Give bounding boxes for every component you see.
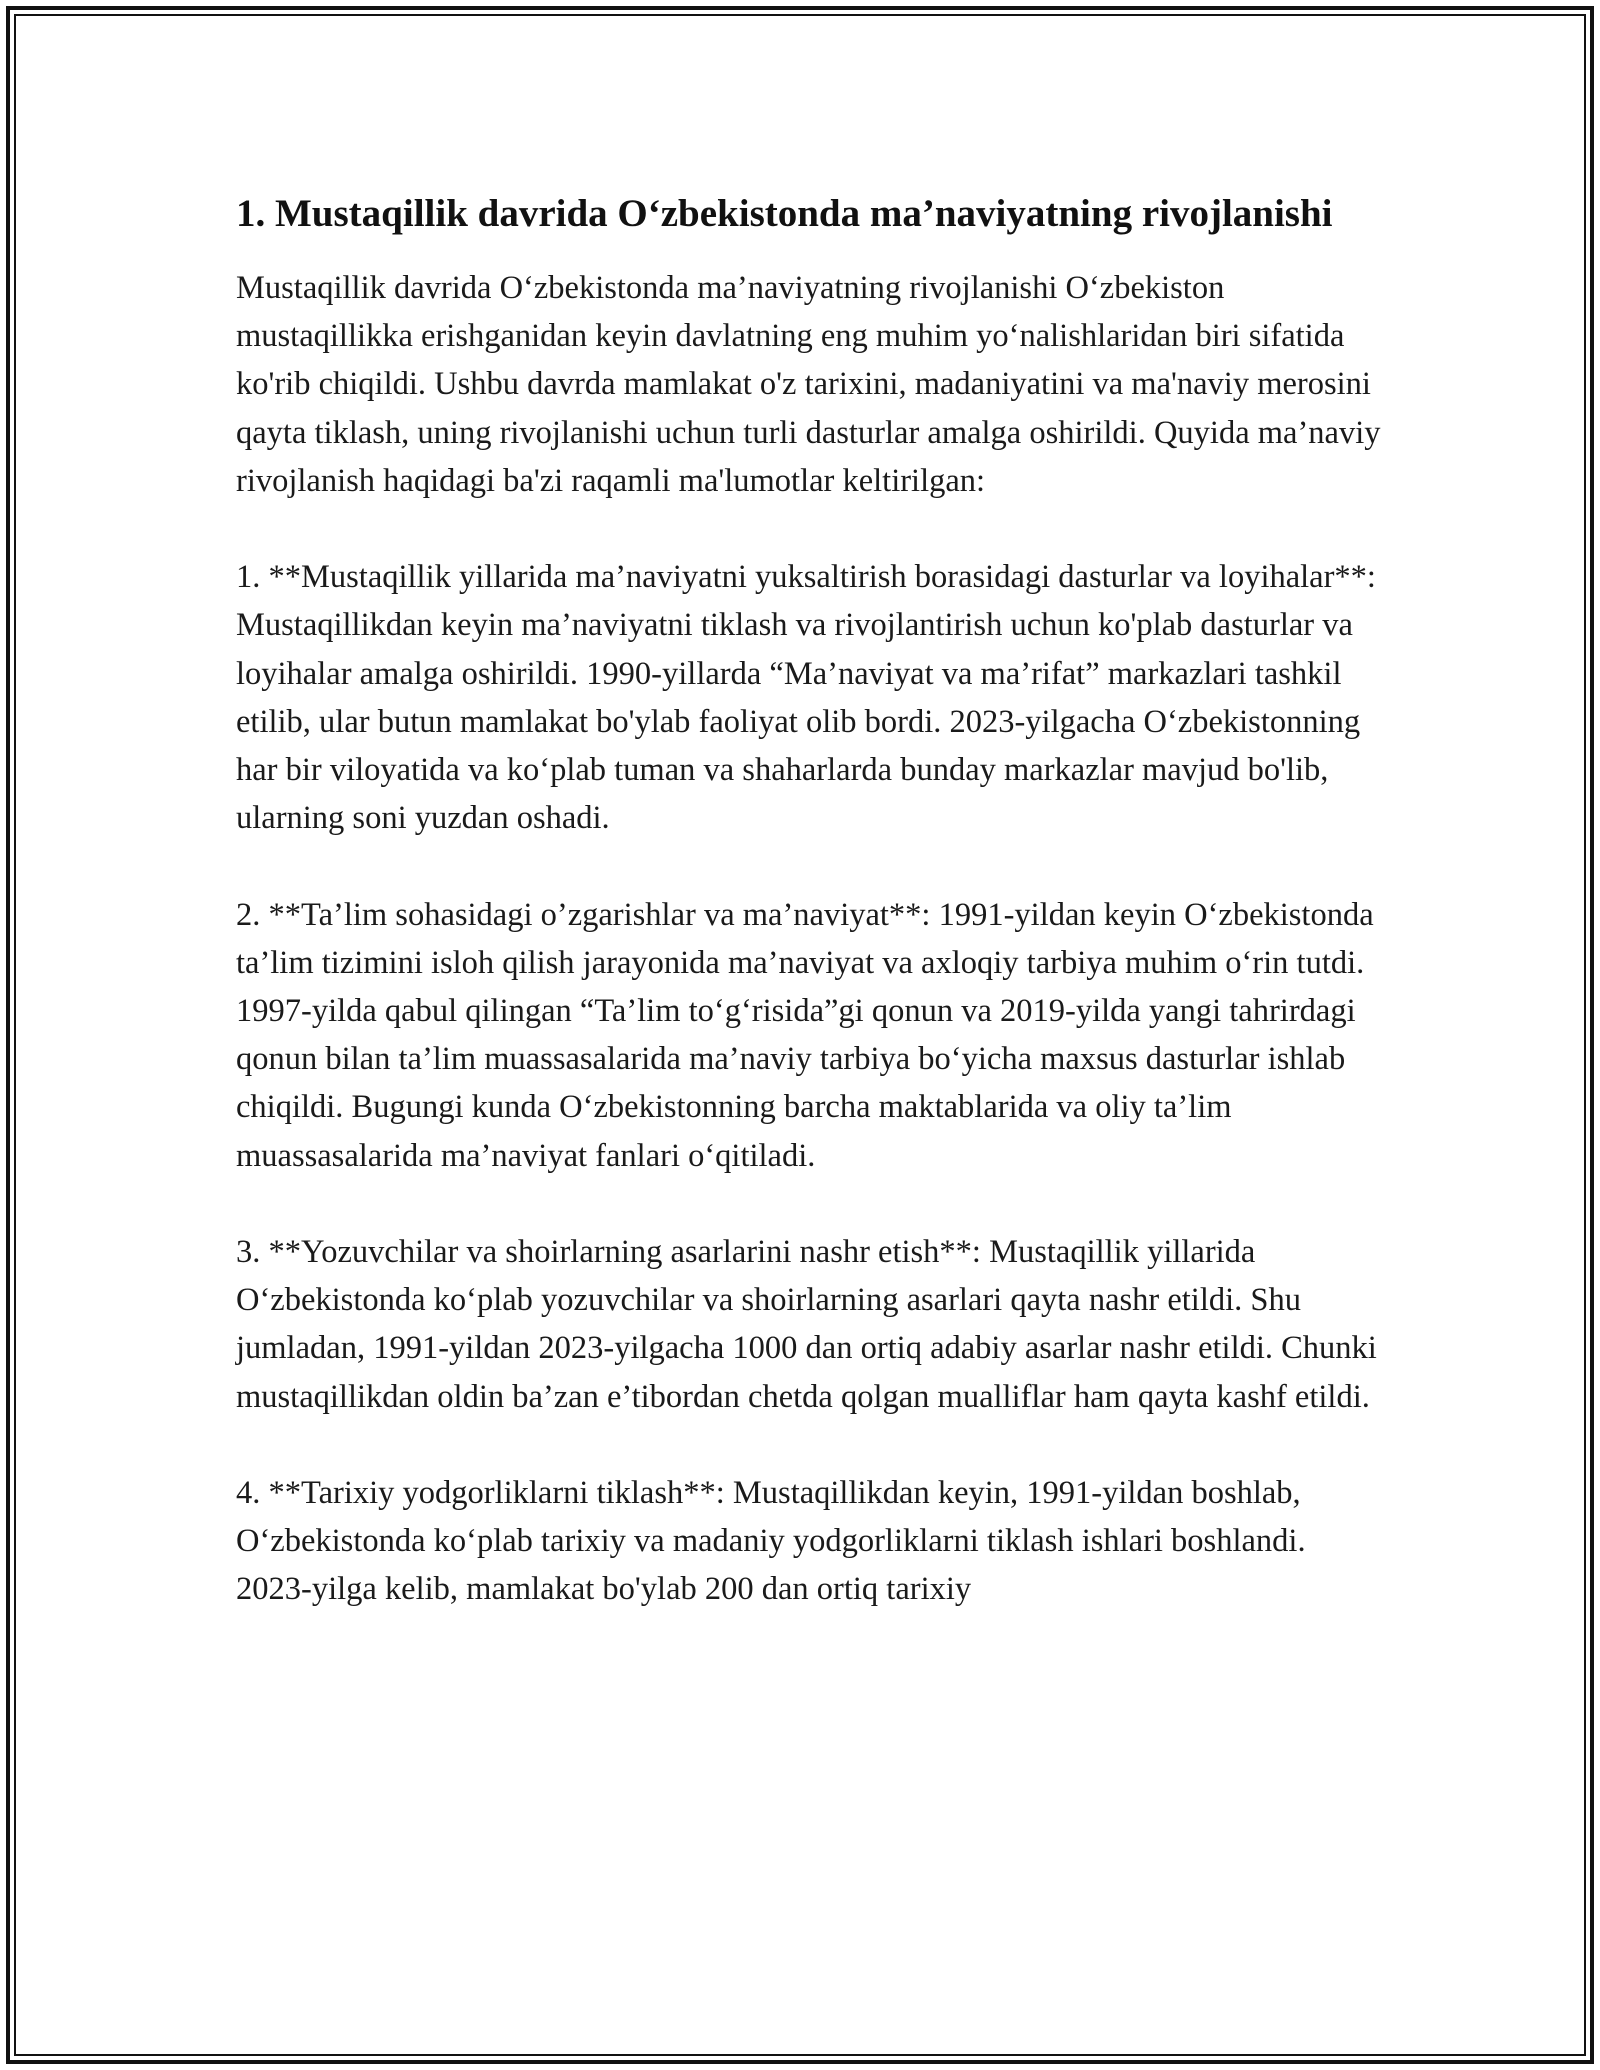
- list-item-3: 3. **Yozuvchilar va shoirlarning asarlarini nashr etish**: Mustaqillik yillarida O‘zbekistonda ko‘plab yozuvchilar va shoirlarning asarlari qayta nashr etildi. Shu jumladan, 1991-yildan 2023-yilgacha 1000 dan ortiq adabiy asarlar nashr etildi. Chunki mustaqillikdan oldin ba’zan e’tibordan chetda qolgan mualliflar ham qayta kashf etildi.: [236, 1234, 1377, 1415]
- list-item-4: 4. **Tarixiy yodgorliklarni tiklash**: Mustaqillikdan keyin, 1991-yildan boshlab, O‘zbekistonda ko‘plab tarixiy va madaniy yodgorliklarni tiklash ishlari boshlandi. 2023-yilga kelib, mamlakat bo'ylab 200 dan ortiq tarixiy: [236, 1475, 1306, 1608]
- document-body: [236, 186, 1386, 1614]
- intro-paragraph: Mustaqillik davrida O‘zbekistonda ma’naviyatning rivojlanishi O‘zbekiston mustaqillikka erishganidan keyin davlatning eng muhim yo‘nalishlaridan biri sifatida ko'rib chiqildi. Ushbu davrda mamlakat o'z tarixini, madaniyatini va ma'naviy merosini qayta tiklash, uning rivojlanishi uchun turli dasturlar amalga oshirildi. Quyida ma’naviy rivojlanish haqidagi ba'zi raqamli ma'lumotlar keltirilgan:: [236, 270, 1381, 499]
- section-heading: 1. Mustaqillik davrida O‘zbekistonda ma’naviyatning rivojlanishi: [236, 192, 1333, 235]
- list-item-2: 2. **Ta’lim sohasidagi o’zgarishlar va ma’naviyat**: 1991-yildan keyin O‘zbekistonda ta’lim tizimini isloh qilish jarayonida ma’naviyat va axloqiy tarbiya muhim o‘rin tutdi. 1997-yilda qabul qilingan “Ta’lim to‘g‘risida”gi qonun va 2019-yilda yangi tahrirdagi qonun bilan ta’lim muassasalarida ma’naviy tarbiya bo‘yicha maxsus dasturlar ishlab chiqildi. Bugungi kunda O‘zbekistonning barcha maktablarida va oliy ta’lim muassasalarida ma’naviyat fanlari o‘qitiladi.: [236, 896, 1374, 1174]
- list-item-1: 1. **Mustaqillik yillarida ma’naviyatni yuksaltirish borasidagi dasturlar va loyihalar**: Mustaqillikdan keyin ma’naviyatni tiklash va rivojlantirish uchun ko'plab dasturlar va loyihalar amalga oshirildi. 1990-yillarda “Ma’naviyat va ma’rifat” markazlari tashkil etilib, ular butun mamlakat bo'ylab faoliyat olib bordi. 2023-yilgacha O‘zbekistonning har bir viloyatida va ko‘plab tuman va shaharlarda bunday markazlar mavjud bo'lib, ularning soni yuzdan oshadi.: [236, 559, 1376, 837]
